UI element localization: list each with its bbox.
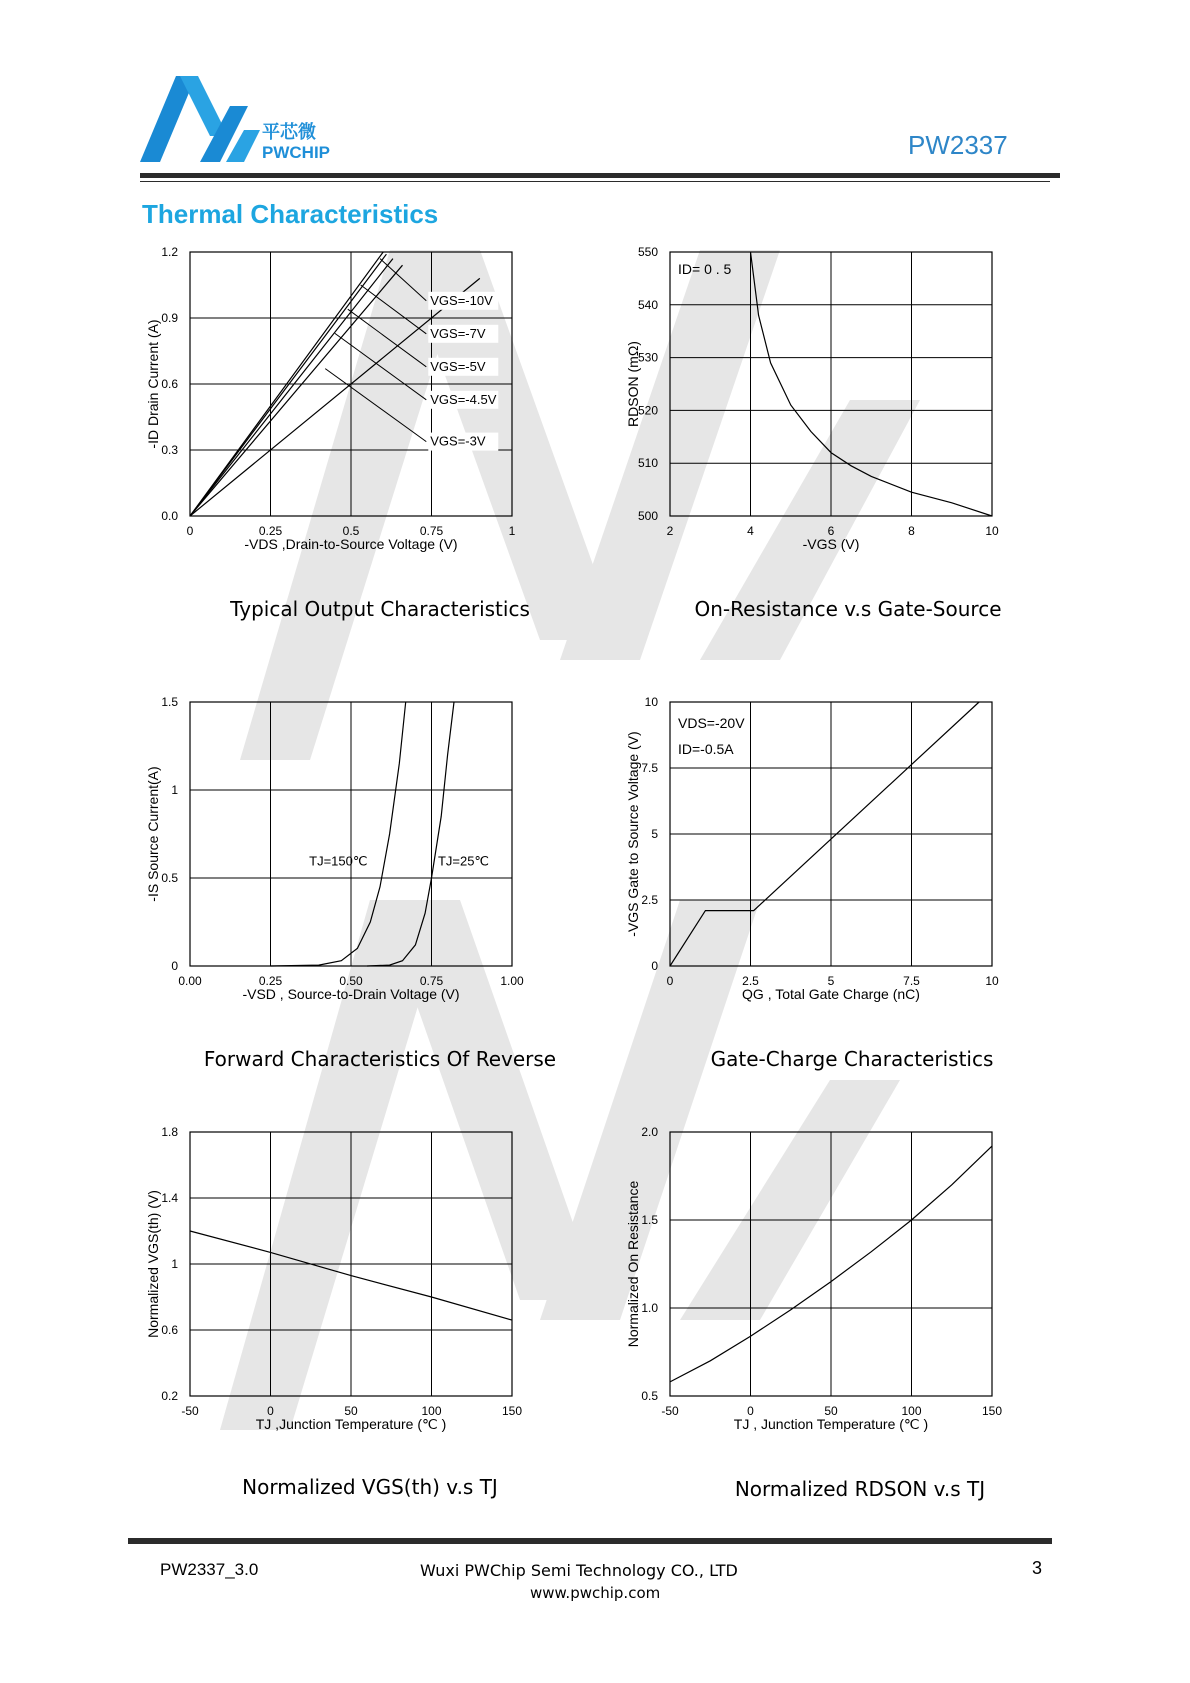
x-tick-label: 0 <box>186 524 194 538</box>
logo-english-name: PWCHIP <box>262 143 330 162</box>
x-tick-label: -50 <box>661 1404 679 1418</box>
x-tick-label: 2 <box>666 524 674 538</box>
header-rule-thin <box>140 181 1050 182</box>
x-tick-label: 4 <box>747 524 754 538</box>
y-axis-label: -VGS Gate to Source Voltage (V) <box>625 731 641 937</box>
series-line-3 <box>190 259 393 516</box>
annotation-leader <box>380 259 426 301</box>
logo-chinese-name: 平芯微 <box>262 122 316 142</box>
y-tick-label: 7.5 <box>641 761 658 775</box>
y-axis-label: RDSON (mΩ) <box>625 341 641 427</box>
x-tick-label: 1.00 <box>500 974 524 988</box>
chart-gate-charge <box>620 690 1060 1040</box>
chart-output-characteristics <box>140 240 580 590</box>
section-title: Thermal Characteristics <box>142 199 439 229</box>
x-tick-label: 50 <box>824 1404 838 1418</box>
y-tick-label: 0.5 <box>641 1389 658 1403</box>
y-tick-label: 0.9 <box>161 311 178 325</box>
annotation-label: VGS=-3V <box>430 433 486 449</box>
y-tick-label: 500 <box>637 509 658 523</box>
series-line-2 <box>367 702 454 966</box>
chart-normalized-vgsth <box>140 1120 580 1470</box>
x-axis-label: TJ ,Junction Temperature (℃ ) <box>255 1416 447 1432</box>
footer-page-number: 3 <box>1032 1558 1043 1578</box>
y-tick-label: 530 <box>637 350 658 365</box>
x-axis-label: -VDS ,Drain-to-Source Voltage (V) <box>244 536 458 552</box>
legend-line: ID=-0.5A <box>678 741 734 757</box>
y-tick-label: 0.5 <box>161 871 178 885</box>
y-tick-label: 550 <box>637 245 658 259</box>
curve-label: TJ=150℃ <box>309 853 368 869</box>
chart-normalized-rdson <box>620 1120 1060 1470</box>
x-tick-label: 0.25 <box>258 974 283 988</box>
x-tick-label: 150 <box>981 1404 1003 1418</box>
y-tick-label: 1.2 <box>161 245 178 259</box>
curve-label: TJ=25℃ <box>437 853 490 869</box>
x-tick-label: 0.75 <box>419 974 444 988</box>
y-tick-label: 1.8 <box>161 1125 178 1139</box>
y-tick-label: 0.2 <box>161 1389 178 1403</box>
annotation-label: VGS=-7V <box>430 325 486 341</box>
annotation-leader <box>335 333 426 399</box>
x-tick-label: 150 <box>501 1404 523 1418</box>
header-rule-thick <box>140 173 1060 178</box>
x-axis-label: TJ , Junction Temperature (℃ ) <box>733 1416 929 1432</box>
series-line-1 <box>751 252 993 516</box>
caption-rdson: Normalized RDSON v.s TJ <box>734 1477 986 1501</box>
y-tick-label: 10 <box>644 695 658 709</box>
annotation-leader <box>325 369 426 442</box>
x-tick-label: 0.5 <box>342 524 360 538</box>
y-axis-label: Normalized VGS(th) (V) <box>145 1190 161 1338</box>
part-number: PW2337 <box>908 130 1008 160</box>
y-axis-label: Normalized On Resistance <box>625 1180 641 1348</box>
y-tick-label: 2.5 <box>641 893 658 907</box>
x-tick-label: -50 <box>181 1404 199 1418</box>
y-tick-label: 1 <box>171 783 178 797</box>
y-tick-label: 520 <box>637 403 658 418</box>
y-tick-label: 2.0 <box>641 1125 658 1139</box>
x-tick-label: 100 <box>421 1404 442 1418</box>
y-tick-label: 1 <box>171 1257 178 1271</box>
caption-reverse: Forward Characteristics Of Reverse <box>203 1047 557 1071</box>
y-tick-label: 0 <box>651 959 658 973</box>
x-tick-label: 0.75 <box>419 524 444 538</box>
y-tick-label: 540 <box>637 297 658 312</box>
footer-doc-id: PW2337_3.0 <box>160 1560 259 1579</box>
x-tick-label: 50 <box>344 1404 358 1418</box>
series-line-1 <box>271 702 406 966</box>
y-tick-label: 1.5 <box>161 695 178 709</box>
x-tick-label: 100 <box>901 1404 922 1418</box>
annotation-label: VGS=-5V <box>430 358 486 374</box>
x-tick-label: 10 <box>985 974 999 988</box>
y-tick-label: 1.5 <box>641 1213 658 1227</box>
chart-on-resistance <box>620 240 1060 590</box>
x-axis-label: -VSD , Source-to-Drain Voltage (V) <box>242 986 460 1002</box>
caption-vth: Normalized VGS(th) v.s TJ <box>242 1475 498 1499</box>
series-line-4 <box>190 265 403 516</box>
x-tick-label: 2.5 <box>742 974 759 988</box>
annotation-label: VGS=-4.5V <box>430 391 497 407</box>
x-tick-label: 1 <box>508 524 516 538</box>
y-tick-label: 0.6 <box>161 1323 178 1337</box>
y-tick-label: 1.0 <box>641 1301 658 1315</box>
x-tick-label: 0 <box>666 974 674 988</box>
y-tick-label: 0.3 <box>161 443 178 457</box>
x-tick-label: 0.50 <box>339 974 363 988</box>
x-tick-label: 10 <box>985 524 999 538</box>
y-tick-label: 1.4 <box>161 1191 178 1205</box>
caption-output: Typical Output Characteristics <box>230 597 530 621</box>
x-axis-label: QG , Total Gate Charge (nC) <box>742 986 920 1002</box>
y-tick-label: 0 <box>171 959 178 973</box>
caption-gate: Gate-Charge Characteristics <box>710 1047 994 1071</box>
x-tick-label: 5 <box>827 974 835 988</box>
y-tick-label: 0.6 <box>161 377 178 391</box>
x-tick-label: 0 <box>267 1404 274 1418</box>
x-tick-label: 0.00 <box>178 974 202 988</box>
footer-company: Wuxi PWChip Semi Technology CO., LTD <box>420 1561 738 1580</box>
x-axis-label: -VGS (V) <box>802 536 860 552</box>
y-tick-label: 510 <box>637 456 658 471</box>
x-tick-label: 0.25 <box>258 524 283 538</box>
pwchip-logo-icon <box>140 76 260 162</box>
x-tick-label: 6 <box>827 524 835 538</box>
legend-line: VDS=-20V <box>678 715 745 731</box>
chart-reverse-forward <box>140 690 580 1040</box>
caption-ron: On-Resistance v.s Gate-Source <box>694 597 1002 621</box>
footer-rule <box>128 1538 1052 1544</box>
annotation-label: VGS=-10V <box>430 292 493 308</box>
footer-website: www.pwchip.com <box>530 1584 661 1602</box>
legend-text: ID= 0 . 5 <box>678 261 732 277</box>
series-line-2 <box>190 254 386 516</box>
y-axis-label: -ID Drain Current (A) <box>145 319 161 449</box>
y-axis-label: -IS Source Current(A) <box>145 766 161 902</box>
x-tick-label: 0 <box>747 1404 754 1418</box>
y-tick-label: 0.0 <box>161 509 178 523</box>
x-tick-label: 7.5 <box>903 974 920 988</box>
x-tick-label: 8 <box>908 524 915 538</box>
y-tick-label: 5 <box>651 827 658 841</box>
